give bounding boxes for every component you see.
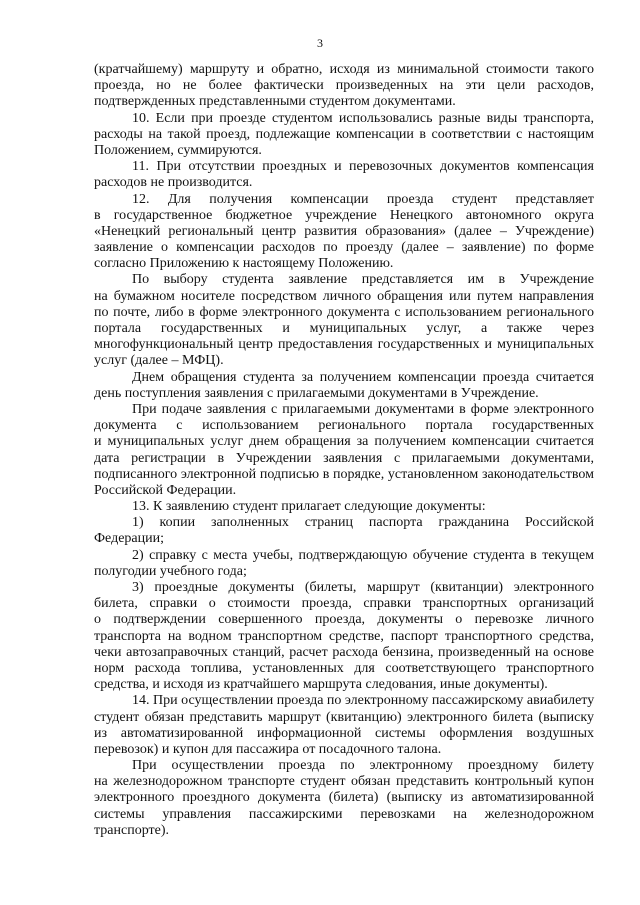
- text-line: многофункциональный центр предоставления государственных и муниципальных: [94, 337, 594, 353]
- paragraph: [94, 159, 594, 191]
- page-number: 3: [317, 36, 323, 50]
- text-line: 1) копии заполненных страниц паспорта гражданина Российской: [132, 515, 594, 531]
- text-line: день поступления заявления с прилагаемыми документами в Учреждение.: [94, 385, 539, 401]
- text-line: студент обязан представить маршрут (квитанцию) электронного билета (выписку: [94, 709, 594, 725]
- text-line: Российской Федерации.: [94, 482, 237, 498]
- text-line: 14. При осуществлении проезда по электронному пассажирскому авиабилету: [132, 693, 595, 709]
- text-line: Федерации;: [94, 531, 165, 547]
- text-line: чеки автозаправочных станций, расчет расхода бензина, произведенный на основе: [94, 644, 594, 660]
- text-line: 10. Если при проезде студентом использовались разные виды транспорта,: [132, 110, 594, 126]
- text-line: расходов не производится.: [94, 175, 253, 191]
- text-line: системы управления пассажирскими перевозками на железнодорожном: [94, 806, 594, 822]
- text-line: о подтверждении совершенного проезда, документы о перевозке личного: [94, 612, 594, 628]
- text-line: 12. Для получения компенсации проезда студент представляет: [132, 191, 594, 207]
- text-line: портала государственных и муниципальных услуг, а также через: [94, 321, 594, 336]
- text-line: билета, справки о стоимости проезда, справки транспортных организаций: [94, 596, 594, 612]
- text-line: полугодии учебного года;: [94, 563, 247, 579]
- text-line: и муниципальных услуг днем обращения за получением компенсации считается: [94, 434, 594, 450]
- paragraph: [94, 548, 594, 580]
- paragraph: [94, 272, 594, 369]
- text-line: по почте, либо в форме электронного документа с использованием регионального: [94, 304, 594, 320]
- text-line: документа с использованием регионального портала государственных: [94, 418, 594, 434]
- text-line: расходы на такой проезд, подлежащие компенсации в соответствии с настоящим: [94, 126, 594, 142]
- paragraph: [94, 580, 594, 693]
- text-line: средства, и исходя из кратчайшего маршрута следования, иные документы).: [94, 677, 548, 693]
- text-line: электронного проездного документа (билета) (выписку из автоматизированной: [94, 790, 594, 806]
- text-line: заявление о компенсации расходов по проезду (далее – заявление) по форме: [94, 240, 594, 256]
- text-line: транспорта на водном транспортном средстве, паспорт транспортного средства,: [94, 628, 594, 644]
- paragraph: [94, 111, 594, 160]
- text-line: норм расхода топлива, установленных для соответствующего транспортного: [94, 660, 594, 676]
- text-line: на бумажном носителе посредством личного обращения или путем направления: [94, 288, 594, 304]
- text-line: По выбору студента заявление представляется им в Учреждение: [132, 272, 594, 288]
- paragraph: [94, 402, 594, 499]
- text-line: согласно Приложению к настоящему Положению.: [94, 256, 394, 272]
- text-line: из автоматизированной информационной системы оформления воздушных: [94, 725, 594, 741]
- paragraph: [94, 370, 594, 402]
- text-line: «Ненецкий региональный центр развития образования» (далее – Учреждение): [94, 223, 594, 239]
- paragraph: [94, 499, 594, 515]
- paragraph: [94, 693, 594, 758]
- text-line: (кратчайшему) маршруту и обратно, исходя из минимальной стоимости такого: [94, 62, 594, 77]
- document-body: [94, 62, 594, 839]
- text-line: 11. При отсутствии проездных и перевозочных документов компенсация: [132, 159, 594, 175]
- paragraph: [94, 758, 594, 839]
- text-line: Днем обращения студента за получением компенсации проезда считается: [132, 369, 594, 385]
- text-line: 3) проездные документы (билеты, маршрут (квитанции) электронного: [132, 580, 594, 595]
- text-line: 13. К заявлению студент прилагает следующие документы:: [132, 499, 486, 515]
- text-line: подписанного электронной подписью в порядке, установленном законодательством: [94, 466, 594, 482]
- text-line: транспорте).: [94, 822, 170, 838]
- text-line: на железнодорожном транспорте студент обязан представить контрольный купон: [94, 774, 594, 790]
- text-line: подтвержденных представленными студентом документами.: [94, 94, 456, 110]
- text-line: При осуществлении проезда по электронному проездному билету: [132, 758, 594, 774]
- text-line: услуг (далее – МФЦ).: [94, 353, 224, 369]
- text-line: При подаче заявления с прилагаемыми документами в форме электронного: [132, 401, 594, 417]
- text-line: проезда, но не более фактически произведенных на эти цели расходов,: [94, 78, 594, 94]
- text-line: перевозок) и купон для пассажира от посадочного талона.: [94, 741, 442, 757]
- text-line: дата регистрации в Учреждении заявления с прилагаемыми документами,: [94, 450, 594, 466]
- text-line: 2) справку с места учебы, подтверждающую обучение студента в текущем: [132, 547, 594, 563]
- paragraph: [94, 515, 594, 547]
- paragraph: [94, 192, 594, 273]
- text-line: в государственное бюджетное учреждение Ненецкого автономного округа: [94, 207, 594, 223]
- paragraph: [94, 62, 594, 111]
- text-line: Положением, суммируются.: [94, 142, 262, 158]
